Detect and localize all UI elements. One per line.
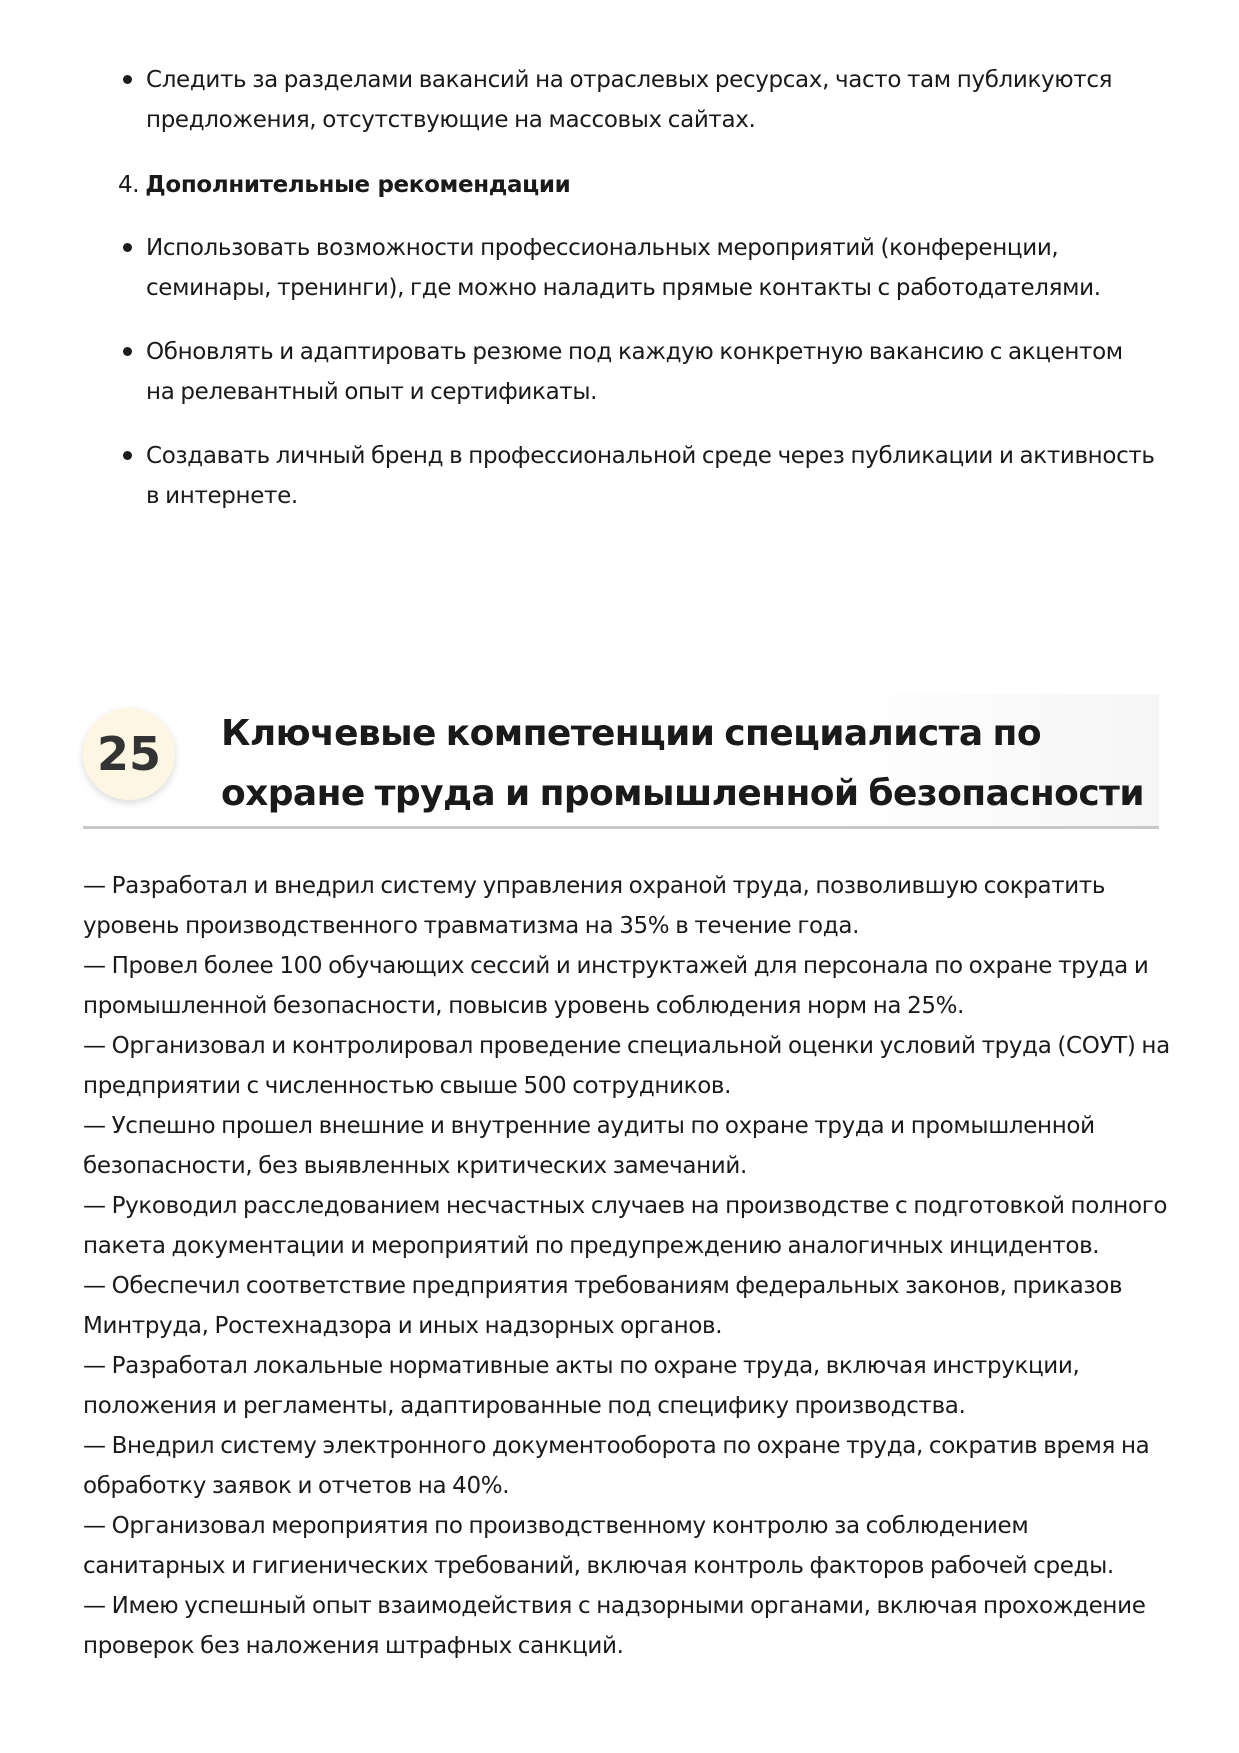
list-item: — Организовал и контролировал проведение специальной оценки условий труда (СОУТ) на предприятии с численностью свыше 500 сотрудников.: [83, 1033, 1170, 1099]
list-item: — Руководил расследованием несчастных случаев на производстве с подготовкой полного пакета документации и мероприятий по предупреждению аналогичных инцидентов.: [83, 1193, 1168, 1259]
list-item: — Организовал мероприятия по производственному контролю за соблюдением санитарных и гигиенических требований, включая контроль факторов рабочей среды.: [83, 1513, 1114, 1579]
recommendations-list: [146, 228, 1156, 540]
section-title: Ключевые компетенции специалиста по охране труда и промышленной безопасности: [221, 713, 1144, 814]
list-item: — Разработал и внедрил систему управления охраной труда, позволившую сократить уровень производственного травматизма на 35% в течение года.: [83, 873, 1106, 939]
subheading-number: 4.: [118, 172, 140, 198]
list-item: — Разработал локальные нормативные акты по охране труда, включая инструкции, положения и регламенты, адаптированные под специфику производства.: [83, 1353, 1080, 1419]
list-item: Обновлять и адаптировать резюме под каждую конкретную вакансию с акцентом на релевантный опыт и сертификаты.: [146, 332, 1156, 412]
list-item: — Провел более 100 обучающих сессий и инструктажей для персонала по охране труда и промышленной безопасности, повысив уровень соблюдения норм на 25%.: [83, 953, 1149, 1019]
competencies-list: [83, 866, 1173, 1666]
numbered-subheading: [118, 165, 570, 205]
list-item: — Успешно прошел внешние и внутренние аудиты по охране труда и промышленной безопасности, без выявленных критических замечаний.: [83, 1113, 1095, 1179]
list-item: — Имею успешный опыт взаимодействия с надзорными органами, включая прохождение проверок без наложения штрафных санкций.: [83, 1593, 1146, 1659]
section-header: [83, 694, 1159, 829]
list-item: Создавать личный бренд в профессиональной среде через публикации и активность в интернете.: [146, 436, 1156, 516]
section-number-badge: 25: [83, 708, 175, 800]
list-item: Использовать возможности профессиональных мероприятий (конференции, семинары, тренинги), где можно наладить прямые контакты с работодателями.: [146, 228, 1156, 308]
subheading-label: Дополнительные рекомендации: [145, 172, 571, 198]
list-item: — Обеспечил соответствие предприятия требованиям федеральных законов, приказов Минтруда, Ростехнадзора и иных надзорных органов.: [83, 1273, 1123, 1339]
list-item: Следить за разделами вакансий на отраслевых ресурсах, часто там публикуются предложения, отсутствующие на массовых сайтах.: [146, 60, 1156, 140]
job-search-tips-list: [146, 60, 1156, 140]
list-item: — Внедрил систему электронного документооборота по охране труда, сократив время на обработку заявок и отчетов на 40%.: [83, 1433, 1150, 1499]
